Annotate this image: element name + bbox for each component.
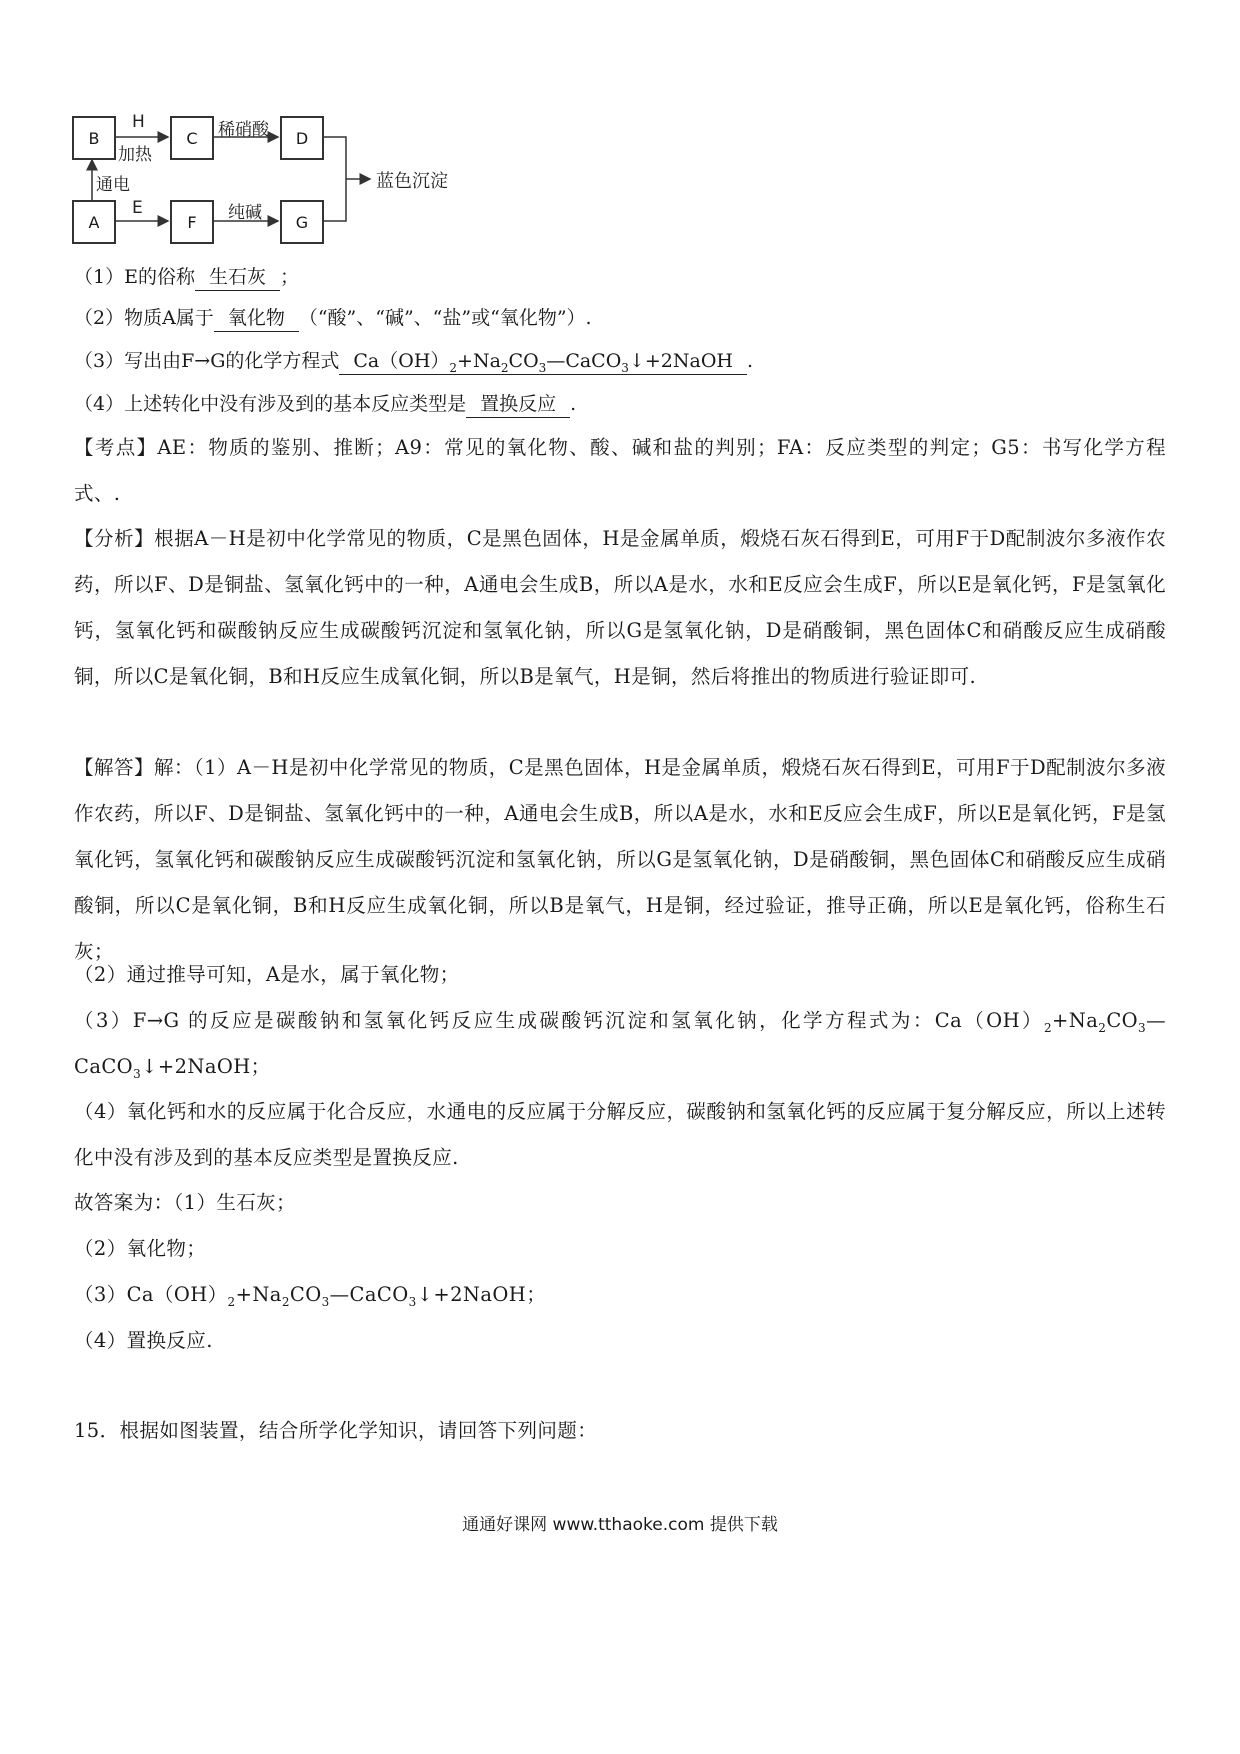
kaodian-paragraph: 【考点】AE：物质的鉴别、推断；A9：常见的氧化物、酸、碱和盐的判别；FA：反应类型的判定；G5：书写化学方程式、. [74,436,1166,505]
eq-sub: 3 [321,1294,330,1309]
edge-label-soda-ash: 纯碱 [228,203,262,223]
question-4-text: （4）上述转化中没有涉及到的基本反应类型是 [74,393,467,415]
final-answer-intro: 故答案为：（1）生石灰； [74,1191,296,1214]
eq-part: —CaCO [329,1283,409,1306]
edge-label-dilute-nitric-acid: 稀硝酸 [218,120,269,140]
eq-part: +Na [457,350,501,372]
eq-sub: 2 [500,360,509,375]
solution-3-text: （3）F→G 的反应是碳酸钠和氢氧化钙反应生成碳酸钙沉淀和氢氧化钠，化学方程式为：Ca（OH） [74,1009,1044,1032]
question-1-end: ； [279,266,299,288]
node-b: B [72,116,116,160]
eq-part: +Na [1052,1009,1099,1032]
jieda-paragraph: 【解答】解：（1）A－H是初中化学常见的物质，C是黑色固体，H是金属单质，煅烧石灰石得到E，可用F于D配制波尔多液作农药，所以F、D是铜盐、氢氧化钙中的一种，A通电会生成B，所以A是水，水和E反应会生成F，所以E是氧化钙，F是氢氧化钙，氢氧化钙和碳酸钠反应生成碳酸钙沉淀和氢氧化钠，所以G是氢氧化钠，D是硝酸铜，黑色固体C和硝酸反应生成硝酸铜，所以C是氧化铜，B和H反应生成氧化铜，所以B是氧气，H是铜，经过验证，推导正确，所以E是氧化钙，俗称生石灰； [74,756,1166,963]
edge-label-e: E [132,198,143,218]
final-answer-4: （4）置换反应. [74,1329,213,1352]
eq-part: ↓+2NaOH； [416,1283,547,1306]
answer-4: 置换反应 [466,392,570,418]
question-2-end: （“酸”、“碱”、“盐”或“氧化物”）. [298,307,592,329]
edge-label-electrolysis: 通电 [96,175,130,195]
edge-label-h: H [132,112,145,132]
eq-sub: 2 [281,1294,290,1309]
eq-part: —CaCO [546,350,622,372]
question-1 [74,262,299,292]
eq-part: CO [289,1283,322,1306]
answer-1: 生石灰 [195,265,280,291]
eq-sub: 2 [1044,1020,1053,1035]
question-2-text: （2）物质A属于 [74,307,214,329]
eq-part: CO [1106,1009,1139,1032]
solution-2: （2）通过推导可知，A是水，属于氧化物； [74,963,460,986]
eq-part: ↓+2NaOH [628,350,733,372]
eq-sub: 3 [408,1294,417,1309]
final-answer-3 [74,1272,1166,1318]
final-answer-2: （2）氧化物； [74,1237,207,1260]
eq-part: —CaCO [74,1009,1166,1078]
eq-part: （3）Ca（OH） [74,1283,228,1306]
solution-3 [74,998,1166,1090]
result-blue-precipitate: 蓝色沉淀 [376,171,448,192]
page-footer: 通通好课网 www.tthaoke.com 提供下载 [462,1515,778,1535]
node-f: F [170,200,214,244]
node-a: A [72,200,116,244]
eq-part: Ca（OH） [353,350,450,372]
node-c: C [170,116,214,160]
question-4-end: . [570,393,577,415]
answer-3 [339,349,747,375]
eq-sub: 3 [1138,1020,1147,1035]
node-g: G [280,200,324,244]
eq-sub: 3 [538,360,547,375]
eq-sub: 3 [133,1066,142,1081]
reaction-flow-diagram [70,110,520,270]
question-3-text: （3）写出由F→G的化学方程式 [74,350,340,372]
eq-sub: 2 [449,360,458,375]
question-3-end: . [746,350,754,372]
edge-label-heat: 加热 [118,145,152,165]
question-2 [74,303,592,333]
question-1-text: （1）E的俗称 [74,266,195,288]
question-4 [74,389,576,419]
answer-2: 氧化物 [214,306,299,332]
eq-part: ↓+2NaOH； [141,1055,271,1078]
node-d: D [280,116,324,160]
eq-sub: 2 [227,1294,236,1309]
solution-4: （4）氧化钙和水的反应属于化合反应，水通电的反应属于分解反应，碳酸钠和氢氧化钙的反应属于复分解反应，所以上述转化中没有涉及到的基本反应类型是置换反应. [74,1100,1166,1169]
eq-sub: 2 [1098,1020,1107,1035]
eq-sub: 3 [621,360,629,375]
question-3 [74,346,753,376]
fenxi-paragraph: 【分析】根据A－H是初中化学常见的物质，C是黑色固体，H是金属单质，煅烧石灰石得到E，可用F于D配制波尔多液作农药，所以F、D是铜盐、氢氧化钙中的一种，A通电会生成B，所以A是水，水和E反应会生成F，所以E是氧化钙，F是氢氧化钙，氢氧化钙和碳酸钠反应生成碳酸钙沉淀和氢氧化钠，所以G是氢氧化钠，D是硝酸铜，黑色固体C和硝酸反应生成硝酸铜，所以C是氧化铜，B和H反应生成氧化铜，所以B是氧气，H是铜，然后将推出的物质进行验证即可. [74,527,1166,688]
eq-part: +Na [235,1283,282,1306]
eq-part: CO [508,350,539,372]
question-15: 15．根据如图装置，结合所学化学知识，请回答下列问题： [74,1419,598,1442]
